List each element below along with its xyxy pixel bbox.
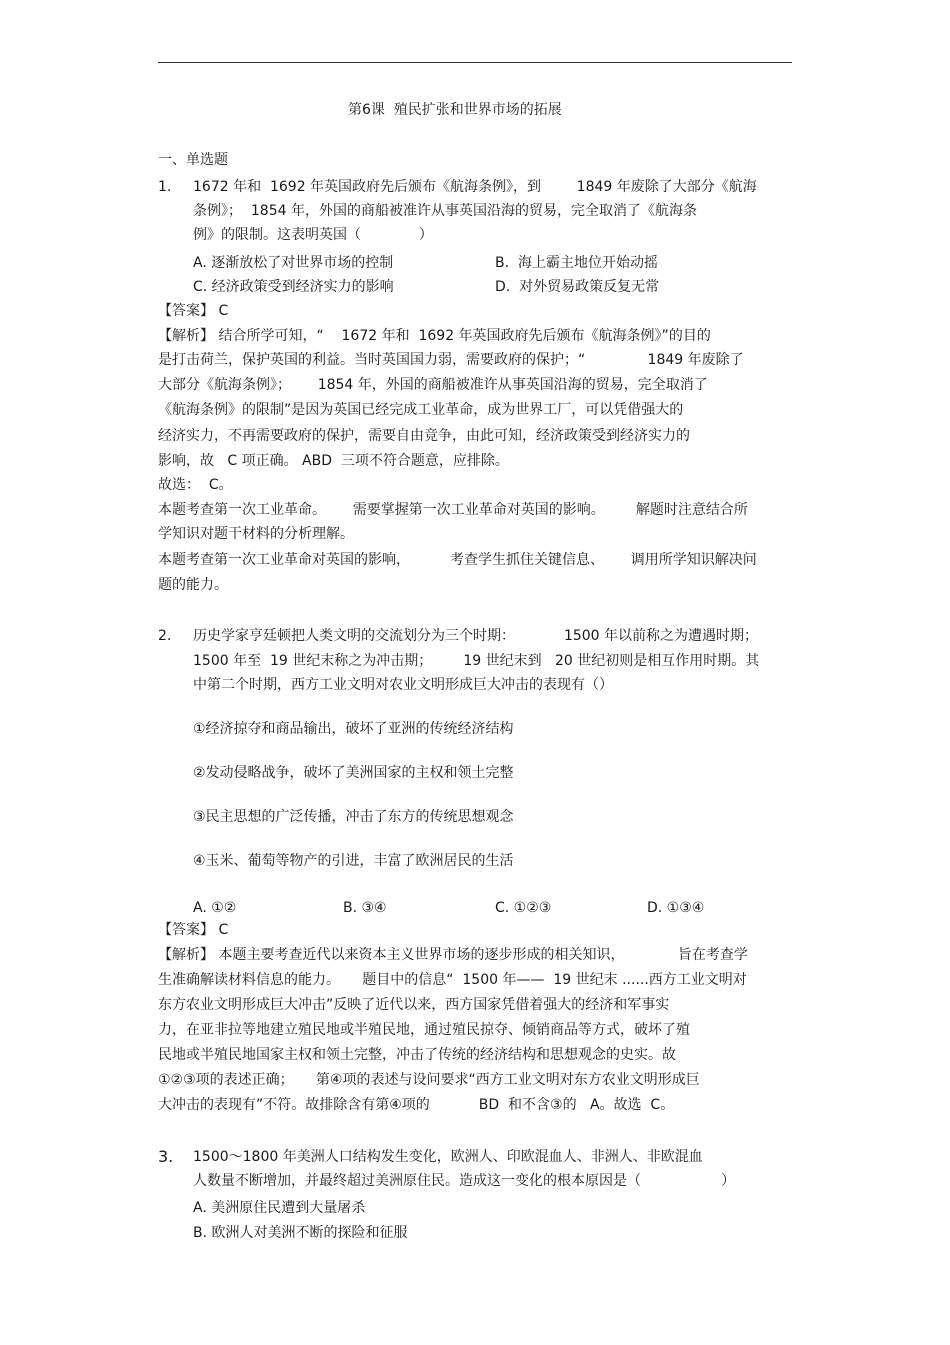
section-heading: 一、单选题 [158, 152, 228, 168]
q2-option-b: B. ③④ [343, 900, 387, 916]
q2-number: 2. [158, 628, 172, 644]
q1-analysis-line: 《航海条例》的限制”是因为英国已经完成工业革命，成为世界工厂，可以凭借强大的 [158, 402, 684, 418]
q1-option-d: D. 对外贸易政策反复无常 [495, 279, 660, 295]
q1-stem-line: 1672 年和 1692 年英国政府先后颁布《航海条例》，到 1849 年废除了大部分《航海 [193, 179, 757, 195]
q1-stem-line: 例》的限制。这表明英国（ ） [193, 227, 433, 243]
q2-option-c: C. ①②③ [495, 900, 552, 916]
q1-answer: 【答案】 C [158, 303, 229, 319]
q2-option-d: D. ①③④ [647, 900, 705, 916]
q2-analysis-line: 生准确解读材料信息的能力。 题目中的信息“ 1500 年—— 19 世纪末 ......西方工业文明对 [158, 972, 747, 988]
q1-stem-line: 条例》； 1854 年，外国的商船被准许从事英国沿海的贸易，完全取消了《航海条 [193, 203, 697, 219]
q2-item: ①经济掠夺和商品输出，破坏了亚洲的传统经济结构 [193, 721, 514, 737]
q2-stem-line: 历史学家亨廷顿把人类文明的交流划分为三个时期： 1500 年以前称之为遭遇时期； [193, 628, 759, 644]
header-rule [158, 62, 792, 63]
q2-analysis-line: 【解析】 本题主要考查近代以来资本主义世界市场的逐步形成的相关知识， 旨在考查学 [158, 947, 748, 963]
q3-option-a: A. 美洲原住民遭到大量屠杀 [193, 1200, 366, 1216]
q1-analysis-line: 是打击荷兰，保护英国的利益。当时英国国力弱，需要政府的保护；“ 1849 年废除了 [158, 352, 744, 368]
q2-item: ③民主思想的广泛传播，冲击了东方的传统思想观念 [193, 809, 514, 825]
q1-option-c: C. 经济政策受到经济实力的影响 [193, 279, 394, 295]
q2-option-a: A. ①② [193, 900, 237, 916]
q1-option-b: B. 海上霸主地位开始动摇 [495, 255, 658, 271]
q1-analysis-line: 本题考查第一次工业革命对英国的影响， 考查学生抓住关键信息、 调用所学知识解决问 [158, 552, 757, 568]
q2-item: ②发动侵略战争，破坏了美洲国家的主权和领土完整 [193, 765, 514, 781]
q2-analysis-line: ①②③项的表述正确； 第④项的表述与设问要求“西方工业文明对东方农业文明形成巨 [158, 1072, 700, 1088]
q3-number: 3. [158, 1147, 174, 1166]
q2-analysis-line: 大冲击的表现有”不符。故排除含有第④项的 BD 和不含③的 A。故选 C。 [158, 1097, 675, 1113]
q2-answer: 【答案】 C [158, 922, 229, 938]
q2-item: ④玉米、葡萄等物产的引进，丰富了欧洲居民的生活 [193, 853, 514, 869]
q1-analysis-line: 【解析】 结合所学可知，“ 1672 年和 1692 年英国政府先后颁布《航海条例》”的目的 [158, 328, 711, 344]
q2-stem-line: 中第二个时期，西方工业文明对农业文明形成巨大冲击的表现有（） [193, 677, 613, 693]
q2-analysis-line: 民地或半殖民地国家主权和领土完整，冲击了传统的经济结构和思想观念的史实。故 [158, 1047, 676, 1063]
page-title: 第6课 殖民扩张和世界市场的拓展 [348, 102, 562, 118]
q1-analysis-line: 影响，故 C 项正确。 ABD 三项不符合题意，应排除。 [158, 453, 509, 469]
q1-analysis-line: 故选： C。 [158, 477, 233, 493]
q2-analysis-line: 力，在亚非拉等地建立殖民地或半殖民地，通过殖民掠夺、倾销商品等方式，破坏了殖 [158, 1022, 690, 1038]
q1-analysis-line: 学知识对题干材料的分析理解。 [158, 526, 354, 542]
q1-analysis-line: 大部分《航海条例》； 1854 年，外国的商船被准许从事英国沿海的贸易，完全取消了 [158, 377, 708, 393]
q2-analysis-line: 东方农业文明形成巨大冲击”反映了近代以来，西方国家凭借着强大的经济和军事实 [158, 997, 670, 1013]
q3-stem-line: 人数量不断增加，并最终超过美洲原住民。造成这一变化的根本原因是（ ） [193, 1173, 736, 1189]
q1-option-a: A. 逐渐放松了对世界市场的控制 [193, 255, 394, 271]
q3-option-b: B. 欧洲人对美洲不断的探险和征服 [193, 1225, 408, 1241]
q1-analysis-line: 经济实力，不再需要政府的保护，需要自由竞争，由此可知，经济政策受到经济实力的 [158, 428, 690, 444]
q1-number: 1. [158, 179, 172, 195]
q1-analysis-line: 本题考查第一次工业革命。 需要掌握第一次工业革命对英国的影响。 解题时注意结合所 [158, 502, 748, 518]
q3-stem-line: 1500～1800 年美洲人口结构发生变化，欧洲人、印欧混血人、非洲人、非欧混血 [193, 1149, 703, 1165]
q1-analysis-line: 题的能力。 [158, 577, 228, 593]
q2-stem-line: 1500 年至 19 世纪末称之为冲击期； 19 世纪末到 20 世纪初则是相互作用时期。其 [193, 653, 760, 669]
